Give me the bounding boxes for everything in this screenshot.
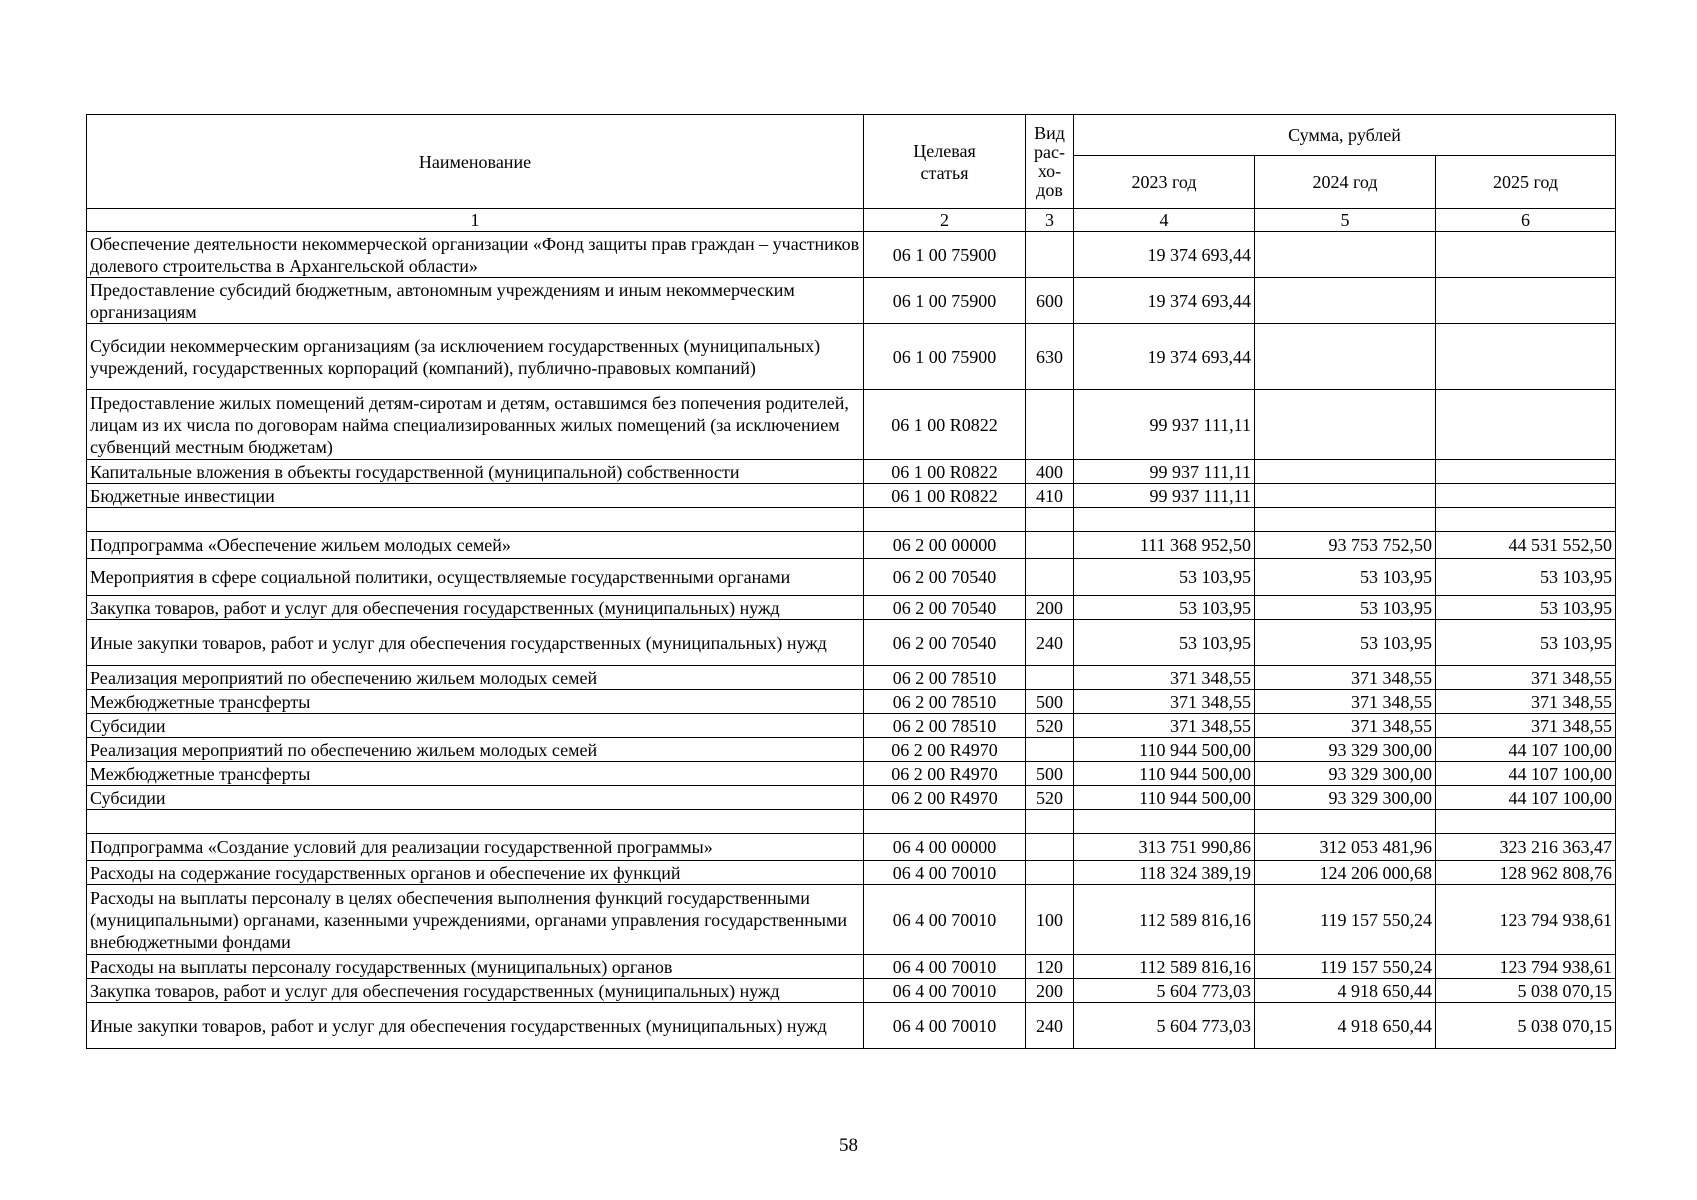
table-row bbox=[87, 955, 1616, 979]
row-sum-2025 bbox=[1436, 232, 1616, 278]
row-sum-2023: 19 374 693,44 bbox=[1074, 324, 1255, 390]
row-expense-type: 600 bbox=[1026, 278, 1074, 324]
row-sum-2023 bbox=[1074, 810, 1255, 834]
row-sum-2025 bbox=[1436, 390, 1616, 460]
row-name: Расходы на содержание государственных органов и обеспечение их функций bbox=[87, 861, 864, 885]
row-sum-2024: 124 206 000,68 bbox=[1255, 861, 1436, 885]
row-sum-2024: 93 329 300,00 bbox=[1255, 786, 1436, 810]
row-expense-type: 410 bbox=[1026, 484, 1074, 508]
table-row bbox=[87, 532, 1616, 559]
row-expense-type bbox=[1026, 861, 1074, 885]
row-sum-2024 bbox=[1255, 484, 1436, 508]
row-name: Предоставление субсидий бюджетным, автономным учреждениям и иным некоммерческим организациям bbox=[87, 278, 864, 324]
row-sum-2025 bbox=[1436, 278, 1616, 324]
row-expense-type: 520 bbox=[1026, 786, 1074, 810]
row-target-article: 06 1 00 R0822 bbox=[864, 390, 1026, 460]
row-name: Реализация мероприятий по обеспечению жильем молодых семей bbox=[87, 738, 864, 762]
row-sum-2025 bbox=[1436, 810, 1616, 834]
row-target-article: 06 4 00 70010 bbox=[864, 861, 1026, 885]
row-sum-2025: 128 962 808,76 bbox=[1436, 861, 1616, 885]
table-body bbox=[87, 232, 1616, 1049]
row-sum-2025: 5 038 070,15 bbox=[1436, 979, 1616, 1003]
table-row bbox=[87, 762, 1616, 786]
row-expense-type: 240 bbox=[1026, 1003, 1074, 1049]
row-sum-2023: 110 944 500,00 bbox=[1074, 738, 1255, 762]
row-target-article bbox=[864, 810, 1026, 834]
budget-table bbox=[86, 114, 1616, 1049]
page-number: 58 bbox=[839, 1135, 858, 1156]
row-target-article: 06 4 00 70010 bbox=[864, 885, 1026, 955]
row-sum-2024 bbox=[1255, 232, 1436, 278]
row-name: Капитальные вложения в объекты государственной (муниципальной) собственности bbox=[87, 460, 864, 484]
row-name: Субсидии bbox=[87, 786, 864, 810]
row-expense-type bbox=[1026, 532, 1074, 559]
row-sum-2024: 53 103,95 bbox=[1255, 620, 1436, 666]
row-expense-type bbox=[1026, 738, 1074, 762]
column-number: 1 bbox=[87, 209, 864, 232]
table-row bbox=[87, 1003, 1616, 1049]
row-name: Иные закупки товаров, работ и услуг для обеспечения государственных (муниципальных) нужд bbox=[87, 620, 864, 666]
row-sum-2023: 53 103,95 bbox=[1074, 559, 1255, 596]
row-sum-2023: 112 589 816,16 bbox=[1074, 955, 1255, 979]
row-sum-2024 bbox=[1255, 390, 1436, 460]
column-number: 2 bbox=[864, 209, 1026, 232]
row-target-article: 06 2 00 78510 bbox=[864, 690, 1026, 714]
row-sum-2023: 5 604 773,03 bbox=[1074, 1003, 1255, 1049]
row-expense-type: 500 bbox=[1026, 690, 1074, 714]
row-sum-2023: 112 589 816,16 bbox=[1074, 885, 1255, 955]
row-sum-2024: 4 918 650,44 bbox=[1255, 1003, 1436, 1049]
row-sum-2024 bbox=[1255, 508, 1436, 532]
column-number: 3 bbox=[1026, 209, 1074, 232]
row-sum-2025: 5 038 070,15 bbox=[1436, 1003, 1616, 1049]
row-sum-2024: 93 753 752,50 bbox=[1255, 532, 1436, 559]
header-target-article bbox=[864, 115, 1026, 209]
row-name: Реализация мероприятий по обеспечению жильем молодых семей bbox=[87, 666, 864, 690]
row-expense-type bbox=[1026, 559, 1074, 596]
row-expense-type bbox=[1026, 232, 1074, 278]
row-expense-type: 400 bbox=[1026, 460, 1074, 484]
row-sum-2023: 371 348,55 bbox=[1074, 666, 1255, 690]
row-sum-2024: 371 348,55 bbox=[1255, 690, 1436, 714]
row-name: Обеспечение деятельности некоммерческой организации «Фонд защиты прав граждан – участников долевого строительства в Архангельской области» bbox=[87, 232, 864, 278]
table-row bbox=[87, 834, 1616, 861]
row-target-article bbox=[864, 508, 1026, 532]
row-sum-2024: 371 348,55 bbox=[1255, 714, 1436, 738]
row-target-article: 06 4 00 70010 bbox=[864, 979, 1026, 1003]
row-sum-2024: 119 157 550,24 bbox=[1255, 885, 1436, 955]
header-target-line1: Целевая bbox=[913, 140, 976, 161]
row-target-article: 06 2 00 78510 bbox=[864, 666, 1026, 690]
row-sum-2024: 4 918 650,44 bbox=[1255, 979, 1436, 1003]
table-row bbox=[87, 390, 1616, 460]
row-sum-2025: 53 103,95 bbox=[1436, 559, 1616, 596]
row-expense-type: 100 bbox=[1026, 885, 1074, 955]
row-sum-2023: 99 937 111,11 bbox=[1074, 460, 1255, 484]
header-year-2024: 2024 год bbox=[1255, 156, 1436, 209]
table-row bbox=[87, 508, 1616, 532]
row-target-article: 06 1 00 75900 bbox=[864, 232, 1026, 278]
row-sum-2023: 371 348,55 bbox=[1074, 690, 1255, 714]
row-sum-2024: 53 103,95 bbox=[1255, 559, 1436, 596]
row-target-article: 06 2 00 00000 bbox=[864, 532, 1026, 559]
row-sum-2023: 111 368 952,50 bbox=[1074, 532, 1255, 559]
row-name: Предоставление жилых помещений детям-сиротам и детям, оставшимся без попечения родителей, лицам из их числа по договорам найма специализированных жилых помещений (за исключением субвенций местным бюджетам) bbox=[87, 390, 864, 460]
row-target-article: 06 2 00 70540 bbox=[864, 596, 1026, 620]
row-name: Межбюджетные трансферты bbox=[87, 762, 864, 786]
row-name: Подпрограмма «Создание условий для реализации государственной программы» bbox=[87, 834, 864, 861]
table-row bbox=[87, 690, 1616, 714]
row-name: Субсидии bbox=[87, 714, 864, 738]
row-expense-type: 200 bbox=[1026, 596, 1074, 620]
row-target-article: 06 2 00 70540 bbox=[864, 620, 1026, 666]
row-sum-2025: 44 107 100,00 bbox=[1436, 786, 1616, 810]
row-sum-2025: 371 348,55 bbox=[1436, 690, 1616, 714]
table-row bbox=[87, 666, 1616, 690]
row-sum-2024: 53 103,95 bbox=[1255, 596, 1436, 620]
row-sum-2025: 53 103,95 bbox=[1436, 620, 1616, 666]
row-sum-2023: 110 944 500,00 bbox=[1074, 762, 1255, 786]
row-sum-2023: 53 103,95 bbox=[1074, 620, 1255, 666]
row-sum-2025: 123 794 938,61 bbox=[1436, 955, 1616, 979]
row-sum-2023: 110 944 500,00 bbox=[1074, 786, 1255, 810]
table-row bbox=[87, 596, 1616, 620]
row-target-article: 06 2 00 70540 bbox=[864, 559, 1026, 596]
row-sum-2024 bbox=[1255, 278, 1436, 324]
row-sum-2023: 118 324 389,19 bbox=[1074, 861, 1255, 885]
header-expense-type: Вид рас-хо-дов bbox=[1026, 115, 1074, 209]
row-target-article: 06 2 00 R4970 bbox=[864, 762, 1026, 786]
row-sum-2025: 123 794 938,61 bbox=[1436, 885, 1616, 955]
table-row bbox=[87, 738, 1616, 762]
row-sum-2024 bbox=[1255, 460, 1436, 484]
row-sum-2025: 53 103,95 bbox=[1436, 596, 1616, 620]
table-row bbox=[87, 559, 1616, 596]
row-expense-type bbox=[1026, 810, 1074, 834]
row-expense-type bbox=[1026, 508, 1074, 532]
row-sum-2024: 312 053 481,96 bbox=[1255, 834, 1436, 861]
row-target-article: 06 2 00 R4970 bbox=[864, 786, 1026, 810]
table-row bbox=[87, 620, 1616, 666]
row-target-article: 06 4 00 70010 bbox=[864, 1003, 1026, 1049]
column-number: 6 bbox=[1436, 209, 1616, 232]
header-year-2023: 2023 год bbox=[1074, 156, 1255, 209]
row-expense-type bbox=[1026, 666, 1074, 690]
row-sum-2025: 44 107 100,00 bbox=[1436, 738, 1616, 762]
row-expense-type: 120 bbox=[1026, 955, 1074, 979]
table-row bbox=[87, 810, 1616, 834]
header-target-line2: статья bbox=[920, 162, 969, 183]
row-sum-2024 bbox=[1255, 324, 1436, 390]
row-expense-type bbox=[1026, 834, 1074, 861]
table-row bbox=[87, 714, 1616, 738]
row-target-article: 06 2 00 R4970 bbox=[864, 738, 1026, 762]
row-expense-type: 520 bbox=[1026, 714, 1074, 738]
row-sum-2025: 323 216 363,47 bbox=[1436, 834, 1616, 861]
row-sum-2024: 93 329 300,00 bbox=[1255, 762, 1436, 786]
header-year-2025: 2025 год bbox=[1436, 156, 1616, 209]
table-row bbox=[87, 460, 1616, 484]
row-sum-2023: 5 604 773,03 bbox=[1074, 979, 1255, 1003]
row-name: Мероприятия в сфере социальной политики, осуществляемые государственными органами bbox=[87, 559, 864, 596]
row-target-article: 06 4 00 70010 bbox=[864, 955, 1026, 979]
row-sum-2023: 19 374 693,44 bbox=[1074, 232, 1255, 278]
row-expense-type: 240 bbox=[1026, 620, 1074, 666]
row-name: Межбюджетные трансферты bbox=[87, 690, 864, 714]
row-target-article: 06 1 00 R0822 bbox=[864, 460, 1026, 484]
row-sum-2025 bbox=[1436, 460, 1616, 484]
row-sum-2024: 119 157 550,24 bbox=[1255, 955, 1436, 979]
row-name: Подпрограмма «Обеспечение жильем молодых семей» bbox=[87, 532, 864, 559]
column-number: 5 bbox=[1255, 209, 1436, 232]
row-sum-2023: 99 937 111,11 bbox=[1074, 484, 1255, 508]
row-expense-type: 630 bbox=[1026, 324, 1074, 390]
row-name: Субсидии некоммерческим организациям (за исключением государственных (муниципальных) учреждений, государственных корпораций (компаний), публично-правовых компаний) bbox=[87, 324, 864, 390]
row-name: Иные закупки товаров, работ и услуг для обеспечения государственных (муниципальных) нужд bbox=[87, 1003, 864, 1049]
row-sum-2023 bbox=[1074, 508, 1255, 532]
table-row bbox=[87, 885, 1616, 955]
row-name: Закупка товаров, работ и услуг для обеспечения государственных (муниципальных) нужд bbox=[87, 979, 864, 1003]
row-target-article: 06 2 00 78510 bbox=[864, 714, 1026, 738]
row-expense-type: 200 bbox=[1026, 979, 1074, 1003]
row-sum-2023: 53 103,95 bbox=[1074, 596, 1255, 620]
table-row bbox=[87, 861, 1616, 885]
row-name: Закупка товаров, работ и услуг для обеспечения государственных (муниципальных) нужд bbox=[87, 596, 864, 620]
table-row bbox=[87, 324, 1616, 390]
row-sum-2025 bbox=[1436, 324, 1616, 390]
row-sum-2023: 371 348,55 bbox=[1074, 714, 1255, 738]
row-target-article: 06 1 00 R0822 bbox=[864, 484, 1026, 508]
row-sum-2025: 371 348,55 bbox=[1436, 666, 1616, 690]
row-target-article: 06 4 00 00000 bbox=[864, 834, 1026, 861]
row-sum-2025: 371 348,55 bbox=[1436, 714, 1616, 738]
row-name bbox=[87, 810, 864, 834]
row-target-article: 06 1 00 75900 bbox=[864, 278, 1026, 324]
row-name: Расходы на выплаты персоналу в целях обеспечения выполнения функций государственными (муниципальными) органами, казенными учреждениями, органами управления государственными внебюджетными фондами bbox=[87, 885, 864, 955]
table-row bbox=[87, 979, 1616, 1003]
column-number: 4 bbox=[1074, 209, 1255, 232]
row-name: Бюджетные инвестиции bbox=[87, 484, 864, 508]
row-target-article: 06 1 00 75900 bbox=[864, 324, 1026, 390]
row-sum-2024: 371 348,55 bbox=[1255, 666, 1436, 690]
row-sum-2025: 44 107 100,00 bbox=[1436, 762, 1616, 786]
row-sum-2023: 99 937 111,11 bbox=[1074, 390, 1255, 460]
header-sum-group: Сумма, рублей bbox=[1074, 115, 1616, 156]
row-sum-2023: 313 751 990,86 bbox=[1074, 834, 1255, 861]
row-sum-2025: 44 531 552,50 bbox=[1436, 532, 1616, 559]
table-row bbox=[87, 786, 1616, 810]
table-row bbox=[87, 484, 1616, 508]
row-sum-2023: 19 374 693,44 bbox=[1074, 278, 1255, 324]
row-sum-2024 bbox=[1255, 810, 1436, 834]
row-expense-type: 500 bbox=[1026, 762, 1074, 786]
row-sum-2024: 93 329 300,00 bbox=[1255, 738, 1436, 762]
header-name: Наименование bbox=[87, 115, 864, 209]
row-name bbox=[87, 508, 864, 532]
table-row bbox=[87, 232, 1616, 278]
column-numbers-row bbox=[87, 209, 1616, 232]
table-row bbox=[87, 278, 1616, 324]
row-expense-type bbox=[1026, 390, 1074, 460]
row-sum-2025 bbox=[1436, 484, 1616, 508]
row-sum-2025 bbox=[1436, 508, 1616, 532]
row-name: Расходы на выплаты персоналу государственных (муниципальных) органов bbox=[87, 955, 864, 979]
